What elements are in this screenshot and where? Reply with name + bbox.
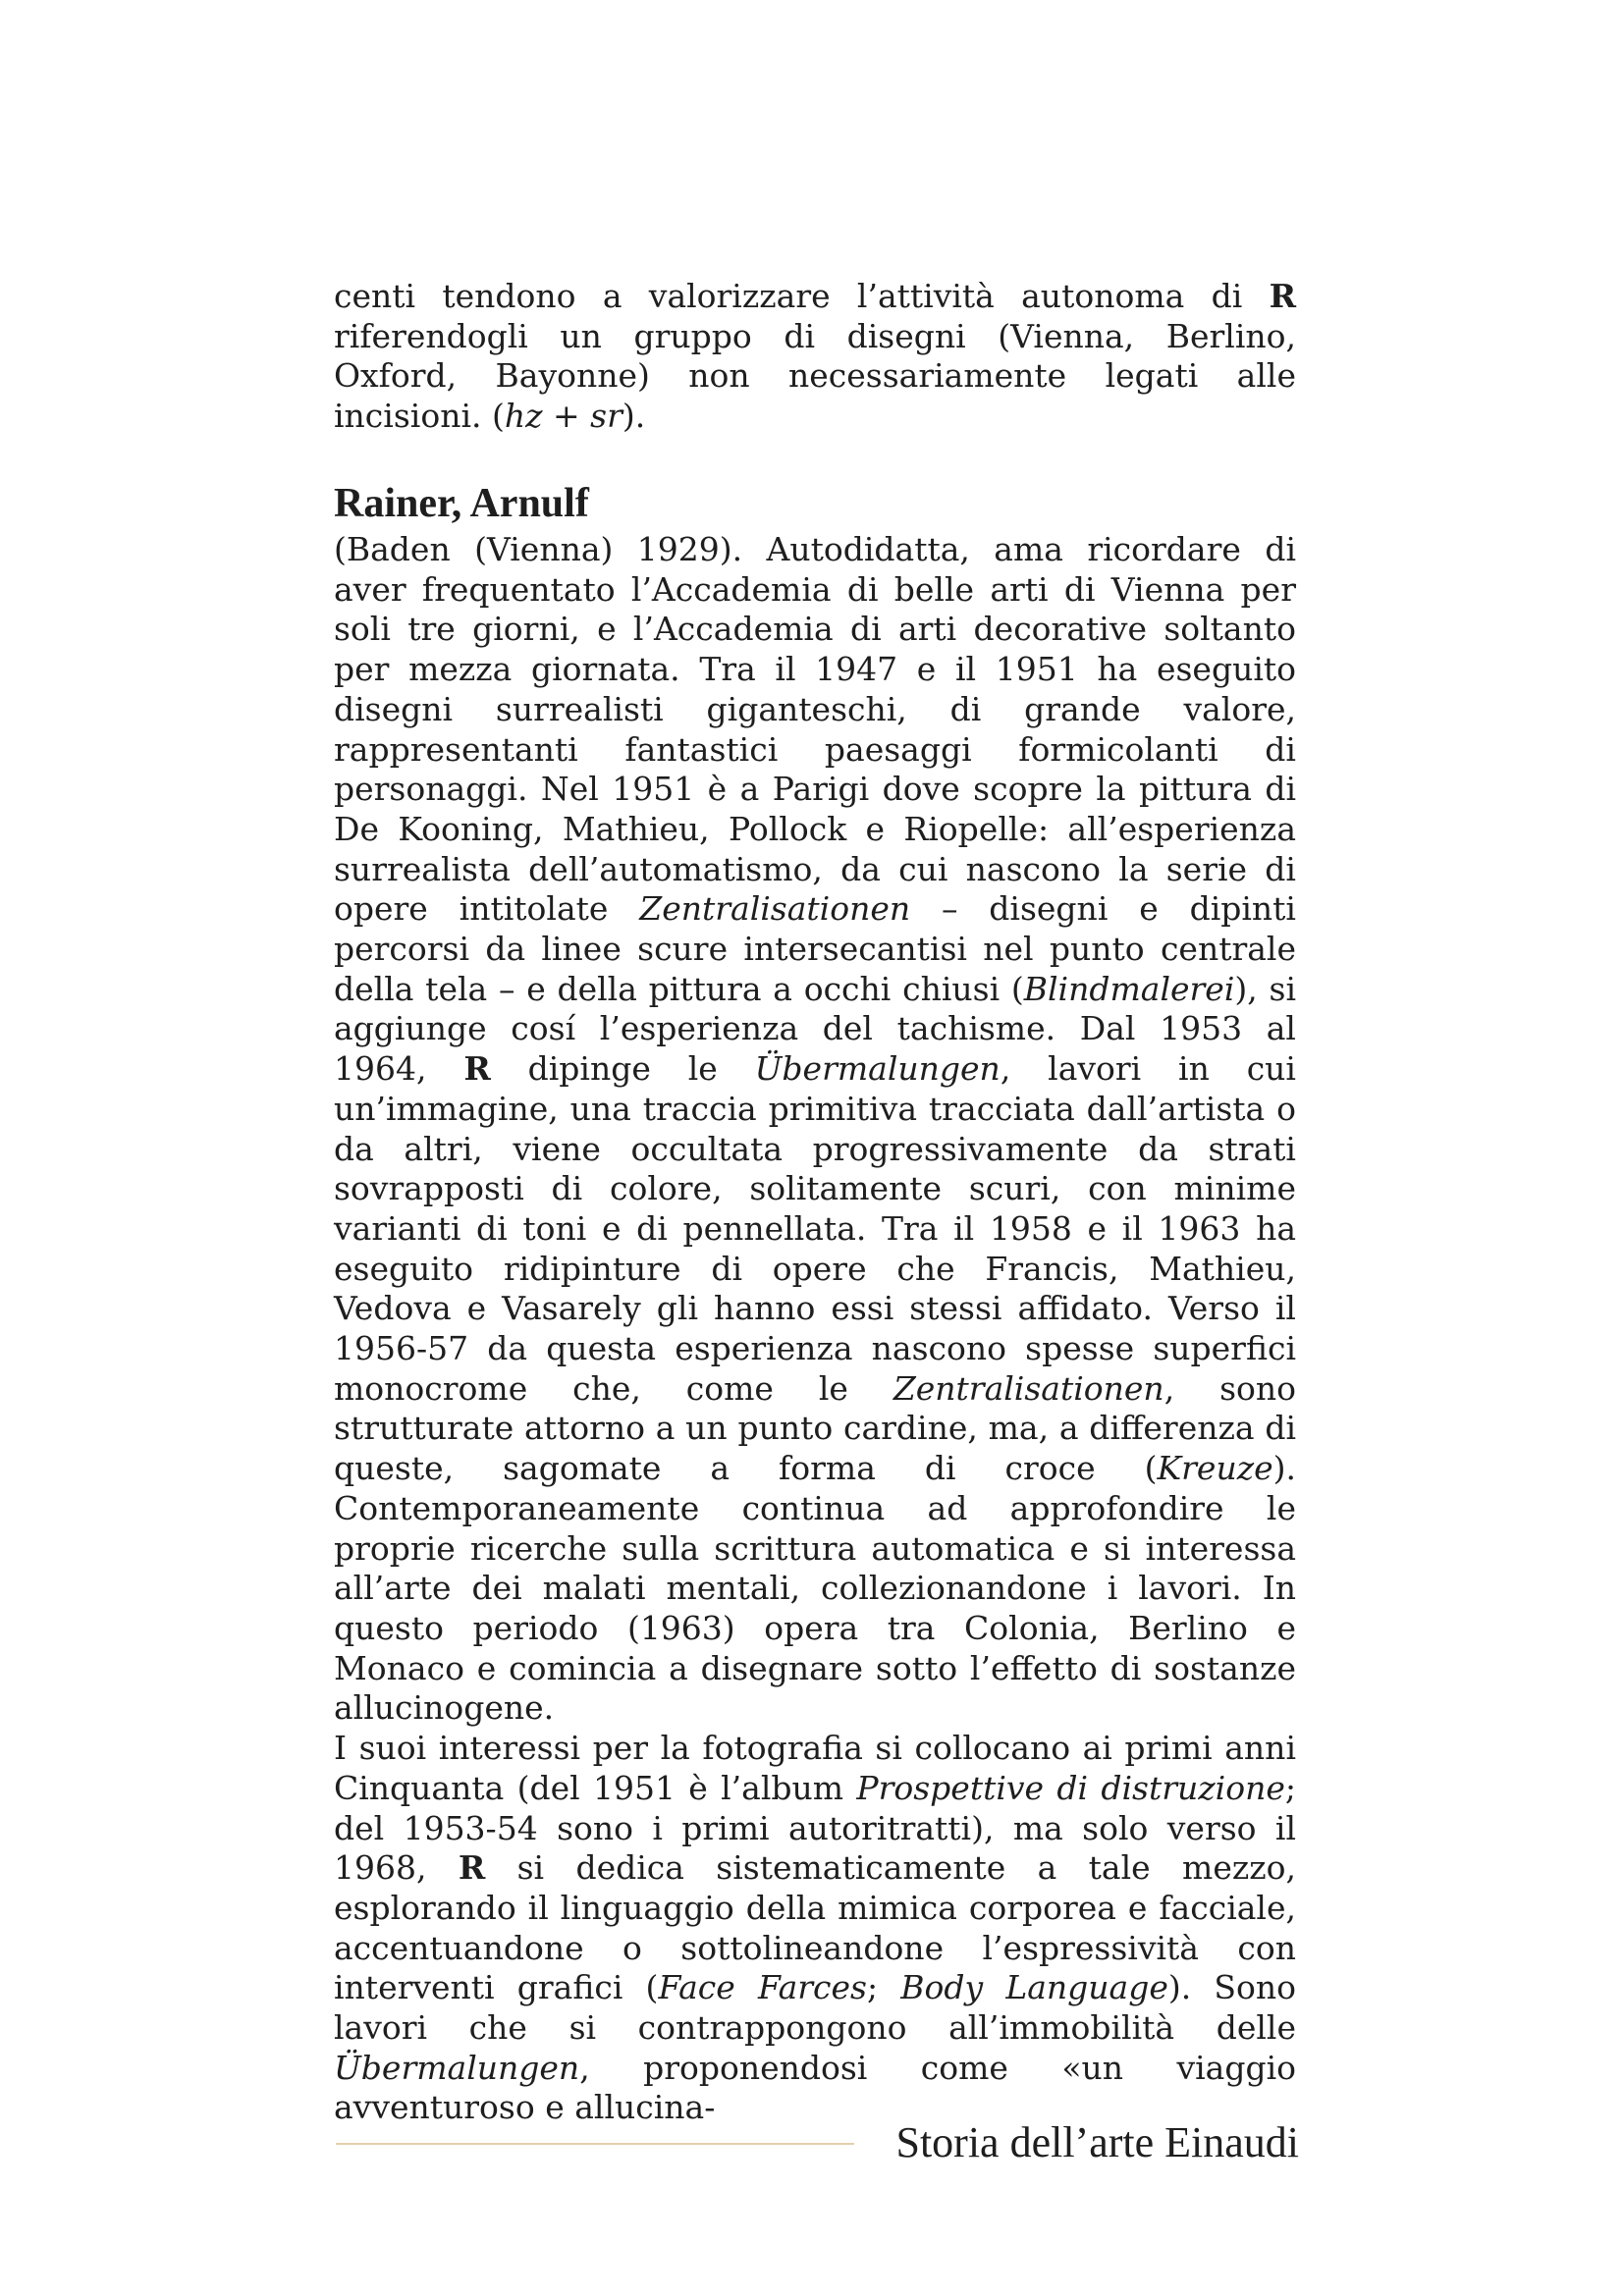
initial-r: R: [458, 1848, 486, 1888]
entry-heading: Rainer, Arnulf: [334, 481, 589, 526]
work-title: Kreuze: [1157, 1449, 1273, 1488]
entry-paragraph-2: I suoi interessi per la fotografia si collocano ai primi anni Cinquanta (del 1951 è l’album Prospettive di distruzione; del 1953-54 sono i primi autoritratti), ma solo verso il 1968, R si dedica sistematicamente a tale mezzo, esplorando il linguaggio della mimica corporea e facciale, accentuandone o sottolineandone l’espressività con interventi grafici (Face Farces; Body Language). Sono lavori che si contrappongono all’immobilità delle Übermalungen, proponendosi come «un viaggio avventuroso e allucina-: [334, 1729, 1296, 2127]
footer-title: Storia dell’arte Einaudi: [895, 2118, 1299, 2166]
entry-body: [334, 530, 1296, 2128]
work-title: Face Farces: [658, 1968, 867, 2007]
work-title: Blindmalerei: [1023, 969, 1235, 1008]
initial-r: R: [463, 1049, 491, 1089]
entry-paragraph-1: (Baden (Vienna) 1929). Autodidatta, ama ricordare di aver frequentato l’Accademia di belle arti di Vienna per soli tre giorni, e l’Accademia di arti decorative soltanto per mezza giornata. Tra il 1947 e il 1951 ha eseguito disegni surrealisti giganteschi, di grande valore, rappresentanti fantastici paesaggi formicolanti di personaggi. Nel 1951 è a Parigi dove scopre la pittura di De Kooning, Mathieu, Pollock e Riopelle: all’esperienza surrealista dell’automatismo, da cui nascono la serie di opere intitolate Zentralisationen – disegni e dipinti percorsi da linee scure intersecantisi nel punto centrale della tela – e della pittura a occhi chiusi (Blindmalerei), si aggiunge cosí l’esperienza del tachisme. Dal 1953 al 1964, R dipinge le Übermalungen, lavori in cui un’immagine, una traccia primitiva tracciata dall’artista o da altri, viene occultata progressivamente da strati sovrapposti di colore, solitamente scuri, con minime varianti di toni e di pennellata. Tra il 1958 e il 1963 ha eseguito ridipinture di opere che Francis, Mathieu, Vedova e Vasarely gli hanno essi stessi affidato. Verso il 1956-57 da questa esperienza nascono spesse superfici monocrome che, come le Zentralisationen, sono strutturate attorno a un punto cardine, ma, a differenza di queste, sagomate a forma di croce (Kreuze). Contemporaneamente continua ad approfondire le proprie ricerche sulla scrittura automatica e si interessa all’arte dei malati mentali, collezionandone i lavori. In questo periodo (1963) opera tra Colonia, Berlino e Monaco e comincia a disegnare sotto l’effetto di sostanze allucinogene.: [334, 530, 1297, 1728]
work-title: Übermalungen: [754, 1049, 1001, 1089]
author-initials: sr: [590, 397, 622, 436]
work-title: Übermalungen: [334, 2048, 580, 2087]
initial-r: R: [1269, 277, 1296, 315]
author-initials: hz: [504, 397, 543, 436]
intro-paragraph: [334, 277, 1296, 437]
work-title: Prospettive di distruzione: [856, 1768, 1285, 1807]
work-title: Zentralisationen: [639, 889, 911, 929]
work-title: Body Language: [900, 1968, 1168, 2007]
intro-text: centi tendono a valorizzare l’attività autonoma di R riferendogli un gruppo di disegni (Vienna, Berlino, Oxford, Bayonne) non necessariamente legati alle incisioni. (hz + sr).: [334, 277, 1296, 436]
footer-rule: [336, 2143, 854, 2145]
work-title: Zentralisationen: [893, 1368, 1164, 1408]
